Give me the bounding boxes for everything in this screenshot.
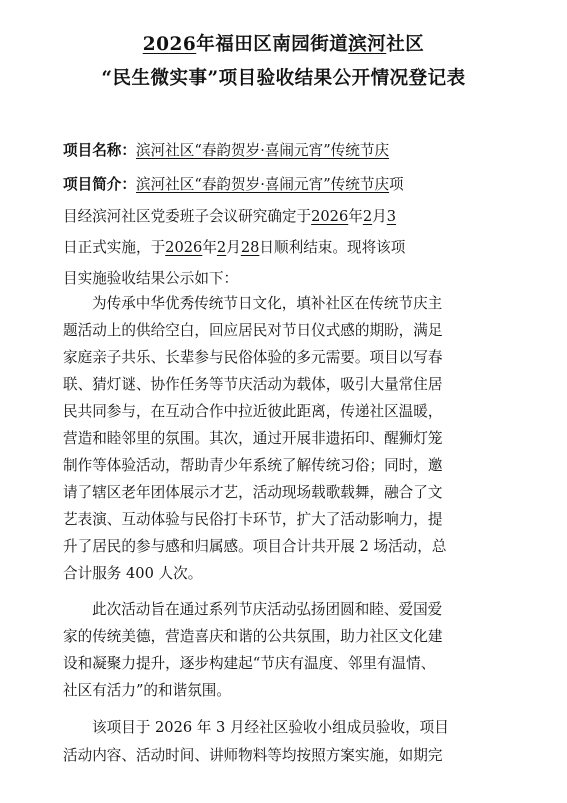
p1-line: 合计服务 400 人次。 <box>63 565 203 582</box>
intro-text: 目经滨河社区党委班子会议研究确定于 <box>63 208 312 225</box>
intro-name-value: 滨河社区“春韵贺岁·喜闹元宵”传统节庆 <box>135 176 390 193</box>
p1-line: 民共同参与，在互动合作中拉近彼此距离，传递社区温暖， <box>63 403 443 420</box>
p2-line: 设和凝聚力提升，逐步构建起“节庆有温度、邻里有温情、 <box>63 655 436 672</box>
p2-line: 此次活动旨在通过系列节庆活动弘扬团圆和睦、爱国爱 <box>92 601 443 618</box>
intro-text: 日顺利结束。现将该项 <box>259 239 406 256</box>
intro-line-3 <box>63 236 405 257</box>
start-day: 3 <box>386 208 397 225</box>
intro-after-name: 项 <box>389 176 404 193</box>
p1-line: 联、猜灯谜、协作任务等节庆活动为载体，吸引大量常住居 <box>63 376 443 393</box>
intro-line-2 <box>63 205 396 226</box>
project-name-label: 项目名称： <box>63 142 136 159</box>
intro-line-1 <box>63 173 404 194</box>
year-char: 年 <box>348 208 363 225</box>
title-year-suffix: 年福田区南园街道 <box>196 34 349 55</box>
p1-line: 升了居民的参与感和归属感。项目合计共开展 2 场活动，总 <box>63 538 447 555</box>
p1-line: 家庭亲子共乐、长辈参与民俗体验的多元需要。项目以写春 <box>63 349 443 366</box>
p1-line: 艺表演、互动体验与民俗打卡环节，扩大了活动影响力，提 <box>63 511 443 528</box>
intro-text: 日正式实施，于 <box>63 239 166 256</box>
p1-line: 请了辖区老年团体展示才艺，活动现场载歌载舞，融合了文 <box>63 484 443 501</box>
p1-line: 营造和睦邻里的氛围。其次，通过开展非遗拓印、醒狮灯笼 <box>63 430 443 447</box>
start-year: 2026 <box>311 208 349 225</box>
intro-line-4: 目实施验收结果公示如下： <box>63 270 239 287</box>
p3-line: 该项目于 2026 年 3 月经社区验收小组成员验收，项目 <box>92 719 449 736</box>
p1-line: 制作等体验活动，帮助青少年系统了解传统习俗；同时，邀 <box>63 457 443 474</box>
title-year: 2026 <box>142 34 197 55</box>
p1-line: 为传承中华优秀传统节日文化，填补社区在传统节庆主 <box>92 295 443 312</box>
title-line-1 <box>0 30 567 56</box>
month-char: 月 <box>226 239 241 256</box>
end-year: 2026 <box>165 239 203 256</box>
title-community-suffix: 社区 <box>386 34 425 55</box>
title-line-2: “民生微实事”项目验收结果公开情况登记表 <box>101 68 466 89</box>
p1-line: 题活动上的供给空白，回应居民对节日仪式感的期盼，满足 <box>63 322 443 339</box>
project-name-value: 滨河社区“春韵贺岁·喜闹元宵”传统节庆 <box>135 142 390 159</box>
p2-line: 社区有活力”的和谐氛围。 <box>63 682 231 699</box>
end-month: 2 <box>216 239 227 256</box>
p3-line: 活动内容、活动时间、讲师物料等均按照方案实施，如期完 <box>63 747 443 764</box>
month-char: 月 <box>372 208 387 225</box>
year-char: 年 <box>202 239 217 256</box>
p2-line: 家的传统美德，营造喜庆和谐的公共氛围，助力社区文化建 <box>63 628 443 645</box>
project-name-row <box>63 139 389 160</box>
intro-label: 项目简介： <box>63 176 136 193</box>
end-day: 28 <box>240 239 260 256</box>
title-community: 滨河 <box>348 34 387 55</box>
start-month: 2 <box>362 208 373 225</box>
